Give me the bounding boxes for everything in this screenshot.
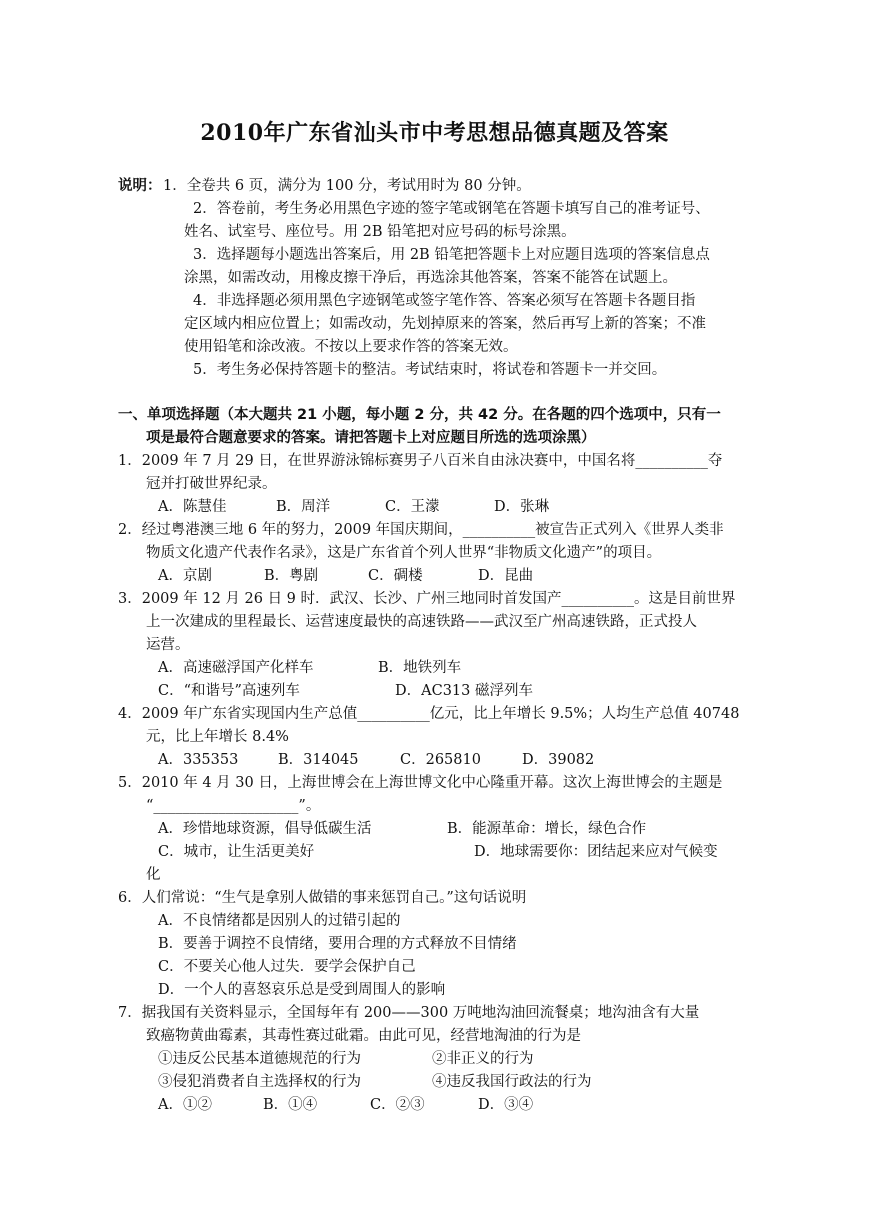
option-b: B．①④: [263, 1097, 318, 1113]
option-b: B．要善于调控不良情绪，要用合理的方式释放不目情绪: [158, 936, 517, 952]
option-a: A．珍惜地球资源，倡导低碳生活: [158, 821, 372, 837]
instruction-line: 2．答卷前，考生务必用黑色字迹的签字笔或钢笔在答题卡填写自己的准考证号、: [193, 201, 710, 217]
option-d: D．39082: [522, 752, 595, 768]
question-text: 致癌物黄曲霉素，其毒性赛过砒霜。由此可见，经营地淘油的行为是: [146, 1028, 581, 1044]
option-c: C．碉楼: [368, 568, 423, 584]
question-text: 1．2009 年 7 月 29 日，在世界游泳锦标赛男子八百米自由泳决赛中，中国名将__________夺: [118, 453, 723, 469]
question-text: 物质文化遗产代表作名录》，这是广东省首个列人世界“非物质文化遗产”的项目。: [146, 545, 662, 561]
instruction-line: 1．全卷共 6 页，满分为 100 分，考试用时为 80 分钟。: [163, 178, 531, 194]
option-a: A．高速磁浮国产化样车: [158, 660, 314, 676]
question-text: “____________________”。: [146, 798, 321, 814]
option-b: B．能源革命：增长，绿色合作: [447, 821, 647, 837]
option-c: C．不要关心他人过失．要学会保护自己: [158, 959, 416, 975]
option-c: C．城市，让生活更美好: [158, 844, 315, 860]
question-text: 5．2010 年 4 月 30 日，上海世博会在上海世博文化中心隆重开幕。这次上海世博会的主题是: [118, 775, 723, 791]
option-a: A．陈慧佳: [158, 499, 227, 515]
choice-4: ④违反我国行政法的行为: [432, 1074, 592, 1090]
choice-3: ③侵犯消费者自主选择权的行为: [158, 1074, 361, 1090]
option-d: D．③④: [478, 1097, 534, 1113]
option-c: C．②③: [370, 1097, 425, 1113]
choice-2: ②非正义的行为: [432, 1051, 534, 1067]
choice-1: ①违反公民基本道德规范的行为: [158, 1051, 361, 1067]
instruction-line: 使用铅笔和涂改液。不按以上要求作答的答案无效。: [184, 339, 518, 355]
question-text: 6．人们常说：“生气是拿别人做错的事来惩罚自己。”这句话说明: [118, 890, 527, 906]
question-text: 3．2009 年 12 月 26 日 9 时．武汉、长沙、广州三地同时首发国产__________。这是目前世界: [118, 591, 736, 607]
option-d: D．AC313 磁浮列车: [395, 683, 533, 699]
option-d: D．一个人的喜怒哀乐总是受到周围人的影响: [158, 982, 446, 998]
option-c: C．265810: [400, 752, 481, 768]
instruction-line: 姓名、试室号、座位号。用 2B 铅笔把对应号码的标号涂黑。: [184, 224, 576, 240]
section-heading: 一、单项选择题（本大题共 21 小题，每小题 2 分，共 42 分。在各题的四个选项中，只有一: [118, 407, 721, 423]
option-b: B．周洋: [276, 499, 331, 515]
option-a: A．京剧: [158, 568, 212, 584]
question-text: 冠并打破世界纪录。: [146, 476, 277, 492]
option-c: C．王濛: [385, 499, 440, 515]
option-b: B．314045: [278, 752, 359, 768]
page-title: 2010年广东省汕头市中考思想品德真题及答案: [200, 120, 669, 146]
instruction-line: 5．考生务必保持答题卡的整洁。考试结束时，将试卷和答题卡一并交回。: [193, 362, 667, 378]
instruction-line: 定区域内相应位置上；如需改动，先划掉原来的答案，然后再写上新的答案；不准: [184, 316, 706, 332]
option-a: A．不良情绪都是因别人的过错引起的: [158, 913, 401, 929]
question-text: 7．据我国有关资料显示，全国每年有 200——300 万吨地沟油回流餐桌；地沟油含有大量: [118, 1005, 700, 1021]
option-b: B．地铁列车: [378, 660, 462, 676]
instruction-line: 3．选择题每小题选出答案后，用 2B 铅笔把答题卡上对应题目选项的答案信息点: [193, 247, 710, 263]
question-text: 元，比上年增长 8.4%: [146, 729, 289, 745]
option-b: B．粤剧: [264, 568, 319, 584]
instruction-line: 涂黑，如需改动，用橡皮擦干净后，再选涂其他答案，答案不能答在试题上。: [184, 270, 677, 286]
section-heading: 项是最符合题意要求的答案。请把答题卡上对应题目所选的选项涂黑）: [146, 430, 596, 446]
option-c: C．“和谐号”高速列车: [158, 683, 300, 699]
option-a: A．①②: [158, 1097, 212, 1113]
question-text: 4．2009 年广东省实现国内生产总值__________亿元，比上年增长 9.5%；人均生产总值 40748: [118, 706, 740, 722]
instruction-line: 4．非选择题必须用黑色字迹钢笔或签字笔作答、答案必须写在答题卡各题目指: [193, 293, 696, 309]
question-text: 上一次建成的里程最长、运营速度最快的高速铁路——武汉至广州高速铁路，正式投人: [146, 614, 697, 630]
option-d: D．昆曲: [478, 568, 534, 584]
option-d: D．地球需要你：团结起来应对气候变: [474, 844, 718, 860]
question-text: 2．经过粤港澳三地 6 年的努力，2009 年国庆期间，__________被宣告正式列入《世界人类非: [118, 522, 724, 538]
option-a: A．335353: [158, 752, 239, 768]
option-d: D．张琳: [494, 499, 550, 515]
question-text: 运营。: [146, 637, 190, 653]
option-d-continued: 化: [146, 867, 161, 883]
instructions-label: 说明：: [118, 178, 162, 194]
